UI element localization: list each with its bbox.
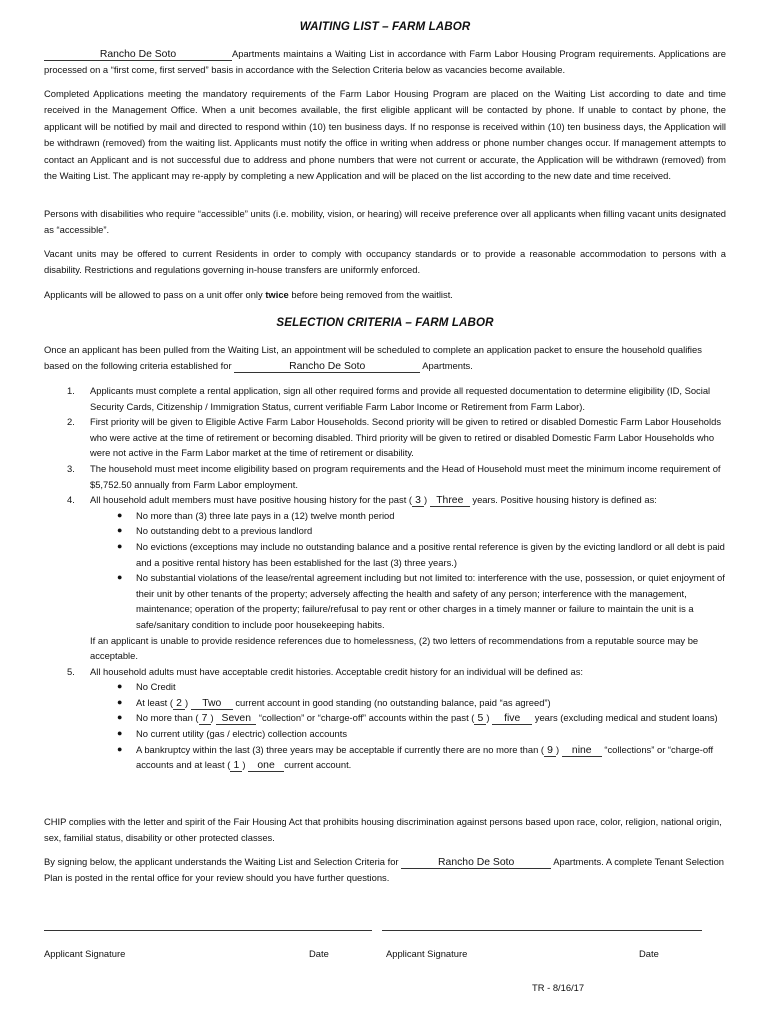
item-text: The household must meet income eligibility based on program requirements and the Head of Household must meet the minimum income requirement of $5,752.50 annually from Farm Labor employment. <box>90 462 721 490</box>
chip-fair-housing-paragraph: CHIP complies with the letter and spirit of the Fair Housing Act that prohibits housing discrimination against persons based upon race, color, religion, national origin, sex, familial status, disability or other protected classes. <box>44 816 722 844</box>
bullet-text: No current utility (gas / electric) collection accounts <box>136 728 348 740</box>
bullet-item <box>90 710 726 726</box>
date-label-2: Date <box>639 948 659 959</box>
good-accounts-number-field[interactable]: 2 <box>173 698 185 710</box>
current-accounts-number-field[interactable]: 1 <box>230 760 242 772</box>
bullet-text: current account. <box>284 759 352 771</box>
bullet-text: No substantial violations of the lease/rental agreement including but not limited to: interference with the use, possession, or quiet enjoyment of their unit by other tenants of the property; adversely affecting the health and safety of any person; interference with the management, maintenance; operation of the property; failure/refusal to pay rent or other charges in a timely manner or failure to maintain the unit is a safe/sanitary condition to include poor housekeeping habits. <box>136 572 725 630</box>
bullet-text: No more than ( <box>136 712 199 724</box>
property-name-field-3[interactable]: Rancho De Soto <box>401 857 551 869</box>
item-text: All household adults must have acceptable credit histories. Acceptable credit history for an individual will be defined as: <box>90 665 583 677</box>
bullet-item <box>90 679 726 695</box>
signing-after: Apartments. A complete Tenant Selection Plan is posted in the rental office for your review should you have further questions. <box>44 856 725 884</box>
bullet-text: No evictions (exceptions may include no outstanding balance and a positive rental reference is given by the evicting landlord or all debt is paid and a positive rental history has been established for the last (3) three years.) <box>136 540 725 568</box>
bankruptcy-collections-word-field[interactable]: nine <box>562 745 602 757</box>
housing-years-number-field[interactable]: 3 <box>412 495 424 507</box>
bullet-item <box>90 695 726 711</box>
bullet-icon: ● <box>117 728 123 739</box>
disabilities-paragraph: Persons with disabilities who require “accessible” units (i.e. mobility, vision, or hearing) will receive preference over all applicants when filling vacant units designated as “accessible”. <box>44 208 726 236</box>
bullet-icon: ● <box>117 572 123 583</box>
bullet-text: “collection” or “charge-off” accounts within the past ( <box>256 712 475 724</box>
bullet-text: At least ( <box>136 696 173 708</box>
bankruptcy-collections-number-field[interactable]: 9 <box>544 745 556 757</box>
selection-intro-after: Apartments. <box>420 360 473 372</box>
bullet-item <box>90 742 726 773</box>
bullet-item <box>90 539 726 570</box>
collections-number-field[interactable]: 7 <box>199 713 211 725</box>
item-number: 5. <box>67 665 75 677</box>
applicant-signature-label-1: Applicant Signature <box>44 948 126 959</box>
criteria-list <box>44 383 726 773</box>
collections-word-field[interactable]: Seven <box>216 713 256 725</box>
bullet-text: current account in good standing (no outstanding balance, paid “as agreed”) <box>232 696 551 708</box>
item-text: All household adult members must have positive housing history for the past ( <box>90 494 413 506</box>
criteria-item-5 <box>44 664 726 773</box>
item-text: First priority will be given to Eligible Active Farm Labor Households. Second priority will be given to retired or disabled Domestic Farm Labor Households who were active at the time of retirement or becoming disabled. Third priority will be given to retired or disabled Domestic Farm Labor Households who were not active in the Farm Labor market at the time of retirement or disability. <box>90 416 722 459</box>
form-revision-footer: TR - 8/16/17 <box>532 982 585 993</box>
item-number: 3. <box>67 462 75 474</box>
pass-text-bold: twice <box>265 289 289 300</box>
item-number: 4. <box>67 494 75 506</box>
item-number: 1. <box>67 385 75 396</box>
bullet-item <box>90 523 726 539</box>
property-name-field[interactable]: Rancho De Soto <box>44 49 232 61</box>
intro-paragraph <box>44 46 726 79</box>
criteria-item-3 <box>44 461 726 492</box>
vacant-units-paragraph: Vacant units may be offered to current Residents in order to comply with occupancy standards or to provide a reasonable accommodation to persons with a disability. Restrictions and regulations governing in-house transfers are uniformly enforced. <box>44 248 726 276</box>
bullet-text: ) <box>486 712 490 724</box>
bullet-text: ) <box>210 712 214 724</box>
property-name-field-2[interactable]: Rancho De Soto <box>234 361 420 373</box>
bullet-item <box>90 508 726 524</box>
bullet-text: No outstanding debt to a previous landlord <box>136 525 313 537</box>
pass-text-after: before being removed from the waitlist. <box>288 289 453 300</box>
bullet-text: “collections” or “charge-off accounts and at least ( <box>136 743 714 771</box>
waiting-list-title: WAITING LIST – FARM LABOR <box>299 20 471 33</box>
bullet-text: ) <box>185 696 189 708</box>
bullet-icon: ● <box>117 525 123 536</box>
item-number: 2. <box>67 416 75 428</box>
bullet-icon: ● <box>117 681 123 692</box>
bullet-text: A bankruptcy within the last (3) three years may be acceptable if currently there are no more than ( <box>136 743 545 755</box>
bullet-text: No Credit <box>136 681 176 693</box>
applicant-signature-label-2: Applicant Signature <box>386 948 468 959</box>
criteria-item-2 <box>44 414 726 461</box>
housing-history-bullets <box>90 508 726 633</box>
item-text: years. Positive housing history is defined as: <box>469 494 657 506</box>
pass-text-before: Applicants will be allowed to pass on a unit offer only <box>44 289 266 300</box>
credit-history-bullets <box>90 679 726 773</box>
intro-text: Apartments maintains a Waiting List in accordance with Farm Labor Housing Program requirements. Applications are processed on a “first come, first served” basis in accordance with the Selection Criteria below as vacancies become available. <box>44 48 726 76</box>
signing-before: By signing below, the applicant understands the Waiting List and Selection Criteria for <box>44 856 402 867</box>
completed-applications-paragraph: Completed Applications meeting the mandatory requirements of the Farm Labor Housing Program are placed on the Waiting List according to date and time received in the Management Office. When a unit becomes available, the first eligible applicant will be contacted by phone. If unable to contact by phone, the applicant will be notified by mail and directed to respond within (10) ten business days. If no response is received within (10) ten business days, the Application will be withdrawn (removed) from the waiting list. Applicants must notify the office in writing when address or phone number changes occur. If management attempts to contact an Applicant and is not successful due to address and phone numbers that were not current or accurate, the Application will be withdrawn (removed) from the Waiting List. The applicant may re-apply by completing a new Application and will be placed on the list according to the new date and time received. <box>44 88 726 182</box>
bullet-text: ) <box>242 759 246 771</box>
bullet-text: ) <box>556 743 560 755</box>
pass-offer-paragraph <box>44 287 726 303</box>
selection-criteria-title: SELECTION CRITERIA – FARM LABOR <box>276 316 494 329</box>
item-text: ) <box>424 494 428 506</box>
housing-years-word-field[interactable]: Three <box>430 495 470 507</box>
bullet-text: No more than (3) three late pays in a (12) twelve month period <box>136 509 395 521</box>
homelessness-note: If an applicant is unable to provide residence references due to homelessness, (2) two letters of recommendations from a reputable source may be acceptable. <box>90 634 699 662</box>
applicant-signature-line-1[interactable] <box>44 930 372 931</box>
bullet-item <box>90 726 726 742</box>
bullet-icon: ● <box>117 712 123 723</box>
bullet-icon: ● <box>117 540 123 551</box>
bullet-item <box>90 570 726 632</box>
collections-years-word-field[interactable]: five <box>492 713 532 725</box>
collections-years-number-field[interactable]: 5 <box>474 713 486 725</box>
current-accounts-word-field[interactable]: one <box>248 760 284 772</box>
bullet-icon: ● <box>117 509 123 520</box>
item-text: Applicants must complete a rental application, sign all other required forms and provide all requested documentation to determine eligibility (ID, Social Security Cards, Citizenship / Immigration Status, current verifiable Farm Labor Income or Retirement from Farm Labor). <box>90 385 711 412</box>
criteria-item-4 <box>44 492 726 664</box>
criteria-item-1 <box>44 383 726 414</box>
date-label-1: Date <box>309 948 329 959</box>
bullet-icon: ● <box>117 743 123 754</box>
bullet-text: years (excluding medical and student loans) <box>532 712 718 724</box>
good-accounts-word-field[interactable]: Two <box>191 698 233 710</box>
selection-intro-paragraph <box>44 342 726 375</box>
bullet-icon: ● <box>117 696 123 707</box>
selection-intro-before: Once an applicant has been pulled from the Waiting List, an appointment will be scheduled to complete an application packet to ensure the household qualifies based on the following criteria established for <box>44 344 702 372</box>
applicant-signature-line-2[interactable] <box>382 930 702 931</box>
signing-paragraph <box>44 854 726 887</box>
